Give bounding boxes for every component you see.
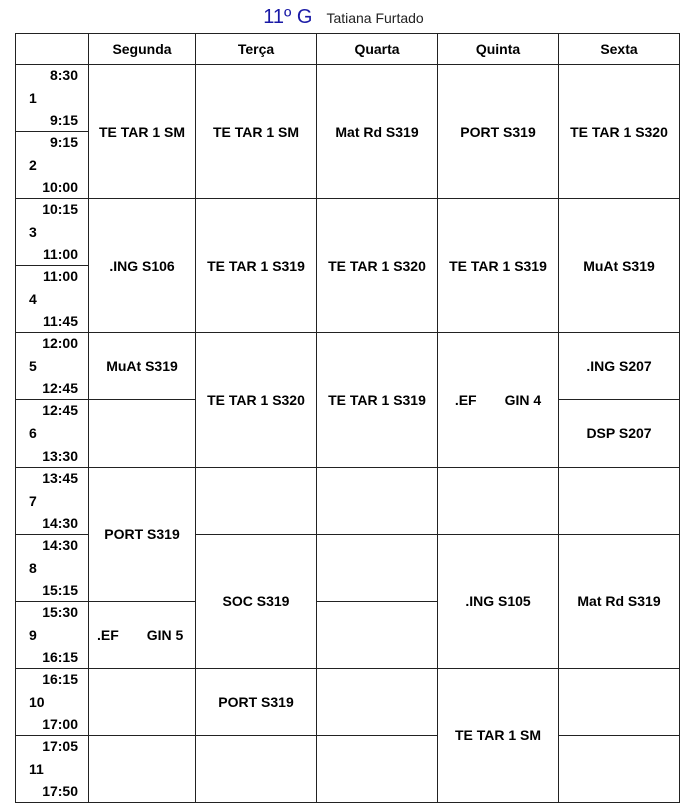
slot-end: 12:45	[42, 380, 78, 397]
class-cell: TE TAR 1 S319	[317, 333, 438, 467]
time-slot-8	[16, 534, 89, 601]
slot-start: 8:30	[49, 67, 78, 84]
class-cell: .ING S105	[438, 534, 559, 668]
day-header-segunda: Segunda	[89, 34, 196, 65]
time-slot-6	[16, 400, 89, 467]
empty-cell	[89, 400, 196, 467]
slot-end: 17:00	[42, 715, 78, 732]
slot-end: 10:00	[42, 179, 78, 196]
class-cell: PORT S319	[438, 65, 559, 199]
empty-cell	[317, 467, 438, 534]
empty-cell	[317, 735, 438, 802]
class-cell: TE TAR 1 S320	[196, 333, 317, 467]
class-name: 11º G	[263, 6, 313, 28]
slot-number: 11	[29, 760, 44, 777]
class-room: GIN 4	[504, 391, 542, 408]
empty-cell	[89, 735, 196, 802]
day-header-sexta: Sexta	[559, 34, 680, 65]
corner-cell	[16, 34, 89, 65]
class-cell: MuAt S319	[559, 199, 680, 333]
class-cell: .ING S106	[89, 199, 196, 333]
empty-cell	[559, 668, 680, 735]
empty-cell	[317, 601, 438, 668]
class-room: GIN 5	[146, 626, 184, 643]
class-cell: PORT S319	[89, 467, 196, 601]
time-slot-10	[16, 668, 89, 735]
slot-start: 12:00	[42, 335, 78, 352]
class-cell: SOC S319	[196, 534, 317, 668]
time-slot-7	[16, 467, 89, 534]
empty-cell	[317, 668, 438, 735]
slot-end: 11:45	[42, 313, 78, 330]
slot-start: 15:30	[42, 603, 78, 620]
slot-number: 7	[29, 492, 37, 509]
slot-start: 12:45	[42, 402, 78, 419]
slot-end: 11:00	[42, 246, 78, 263]
class-cell	[89, 601, 196, 668]
time-slot-11	[16, 735, 89, 802]
class-cell: TE TAR 1 S319	[438, 199, 559, 333]
timetable	[15, 33, 680, 803]
slot-end: 16:15	[42, 648, 78, 665]
class-cell: PORT S319	[196, 668, 317, 735]
class-cell: TE TAR 1 S320	[317, 199, 438, 333]
time-slot-1	[16, 65, 89, 132]
class-cell: Mat Rd S319	[559, 534, 680, 668]
slot-number: 10	[29, 693, 45, 710]
slot-number: 9	[29, 626, 37, 643]
class-cell: .ING S207	[559, 333, 680, 400]
class-cell: Mat Rd S319	[317, 65, 438, 199]
day-header-terca: Terça	[196, 34, 317, 65]
class-cell: DSP S207	[559, 400, 680, 467]
slot-end: 13:30	[42, 447, 78, 464]
class-cell: TE TAR 1 S319	[196, 199, 317, 333]
slot-start: 11:00	[42, 268, 78, 285]
time-slot-9	[16, 601, 89, 668]
day-header-quinta: Quinta	[438, 34, 559, 65]
empty-cell	[438, 467, 559, 534]
slot-start: 9:15	[49, 134, 78, 151]
class-cell: MuAt S319	[89, 333, 196, 400]
slot-number: 4	[29, 291, 37, 308]
slot-start: 16:15	[42, 670, 78, 687]
slot-end: 17:50	[42, 783, 78, 799]
slot-number: 2	[29, 157, 37, 174]
time-slot-2	[16, 132, 89, 199]
day-header-quarta: Quarta	[317, 34, 438, 65]
time-slot-5	[16, 333, 89, 400]
slot-end: 15:15	[42, 581, 78, 598]
slot-number: 1	[29, 90, 37, 107]
teacher-name: Tatiana Furtado	[326, 10, 424, 26]
class-subject: .EF	[454, 391, 477, 408]
time-slot-4	[16, 266, 89, 333]
slot-start: 10:15	[42, 201, 78, 218]
class-subject: .EF	[97, 626, 119, 643]
class-cell: TE TAR 1 SM	[89, 65, 196, 199]
slot-end: 9:15	[49, 112, 78, 129]
time-slot-3	[16, 199, 89, 266]
slot-number: 8	[29, 559, 37, 576]
slot-number: 5	[29, 358, 37, 375]
slot-number: 6	[29, 425, 37, 442]
class-cell: TE TAR 1 S320	[559, 65, 680, 199]
slot-end: 14:30	[42, 514, 78, 531]
class-cell	[438, 333, 559, 467]
empty-cell	[317, 534, 438, 601]
empty-cell	[196, 467, 317, 534]
empty-cell	[559, 735, 680, 802]
slot-start: 17:05	[42, 737, 78, 754]
class-cell: TE TAR 1 SM	[438, 668, 559, 802]
slot-start: 13:45	[42, 469, 78, 486]
schedule-title	[0, 6, 687, 29]
empty-cell	[196, 735, 317, 802]
slot-number: 3	[29, 224, 37, 241]
empty-cell	[89, 668, 196, 735]
empty-cell	[559, 467, 680, 534]
slot-start: 14:30	[42, 536, 78, 553]
class-cell: TE TAR 1 SM	[196, 65, 317, 199]
